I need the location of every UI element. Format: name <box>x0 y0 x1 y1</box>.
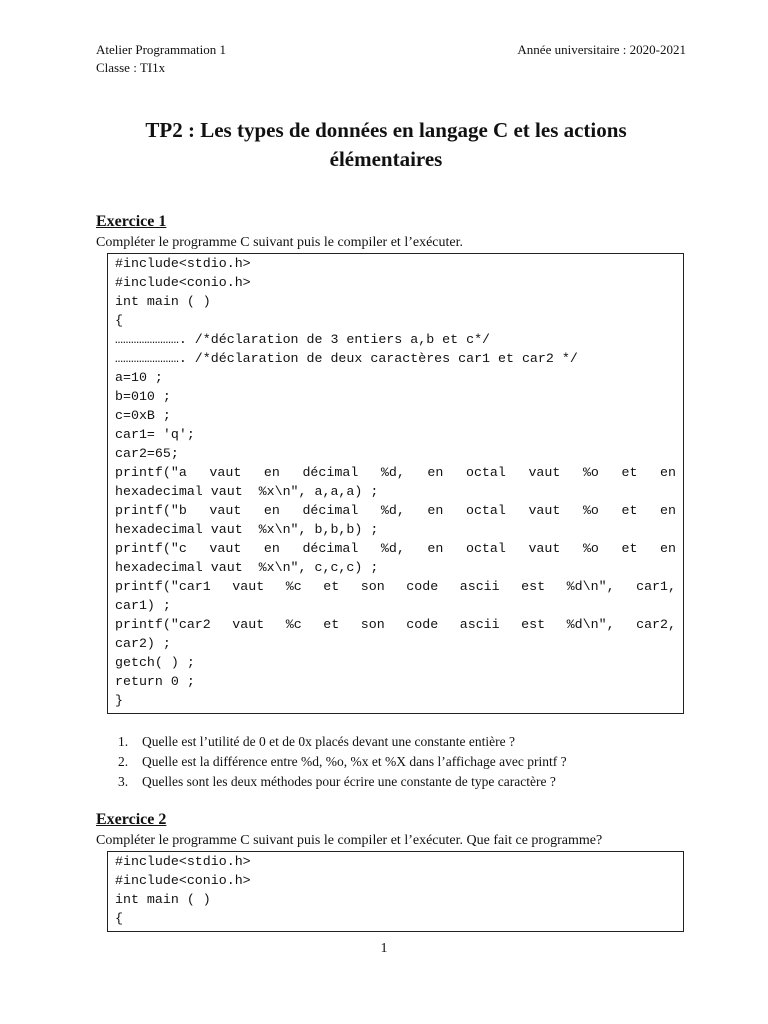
exercise1-questions <box>118 732 567 792</box>
class-label: Classe : TI1x <box>96 60 166 75</box>
code-line: hexadecimal vaut %x\n", a,a,a) ; <box>115 484 379 499</box>
exercise1-instruction: Compléter le programme C suivant puis le compiler et l’exécuter. <box>96 235 464 250</box>
code-line: printf("a vaut en décimal %d, en octal vaut %o et en <box>115 465 676 480</box>
code-line: #include<conio.h> <box>115 873 251 888</box>
question-text: Quelles sont les deux méthodes pour écrire une constante de type caractère ? <box>142 774 556 789</box>
code-line: printf("car1 vaut %c et son code ascii est %d\n", car1, <box>115 579 676 594</box>
course-name: Atelier Programmation 1 <box>96 42 226 57</box>
code-line: a=10 ; <box>115 370 163 385</box>
code-line: c=0xB ; <box>115 408 171 423</box>
code-line: return 0 ; <box>115 674 195 689</box>
question-number: 3. <box>118 774 129 789</box>
code-line: printf("b vaut en décimal %d, en octal vaut %o et en <box>115 503 676 518</box>
academic-year: Année universitaire : 2020-2021 <box>517 42 686 57</box>
code-line: car2=65; <box>115 446 179 461</box>
title-line-2: élémentaires <box>329 147 443 171</box>
code-line: ……………………. /*déclaration de 3 entiers a,b et c*/ <box>115 332 491 347</box>
page-number: 1 <box>380 941 388 956</box>
exercise1-heading: Exercice 1 <box>96 213 167 230</box>
code-line: int main ( ) <box>115 892 211 907</box>
exercise2-code-block <box>107 851 684 932</box>
code-line: { <box>115 313 123 328</box>
question-number: 2. <box>118 754 129 769</box>
code-line: #include<stdio.h> <box>115 256 251 271</box>
question-item <box>118 772 567 792</box>
question-item <box>118 752 567 772</box>
code-line: car1= 'q'; <box>115 427 195 442</box>
question-number: 1. <box>118 734 129 749</box>
code-line: printf("c vaut en décimal %d, en octal vaut %o et en <box>115 541 676 556</box>
exercise2-heading: Exercice 2 <box>96 811 167 828</box>
exercise2-instruction: Compléter le programme C suivant puis le compiler et l’exécuter. Que fait ce programme? <box>96 833 603 848</box>
question-text: Quelle est l’utilité de 0 et de 0x placés devant une constante entière ? <box>142 734 515 749</box>
title-line-1: TP2 : Les types de données en langage C et les actions <box>145 118 627 142</box>
code-line: { <box>115 911 123 926</box>
code-line: b=010 ; <box>115 389 171 404</box>
code-line: car2) ; <box>115 636 171 651</box>
code-line: } <box>115 693 123 708</box>
code-line: #include<conio.h> <box>115 275 251 290</box>
code-line: hexadecimal vaut %x\n", c,c,c) ; <box>115 560 379 575</box>
exercise1-code-block <box>107 253 684 714</box>
code-line: #include<stdio.h> <box>115 854 251 869</box>
code-line: int main ( ) <box>115 294 211 309</box>
code-line: car1) ; <box>115 598 171 613</box>
code-line: ……………………. /*déclaration de deux caractères car1 et car2 */ <box>115 351 578 366</box>
question-item <box>118 732 567 752</box>
question-text: Quelle est la différence entre %d, %o, %x et %X dans l’affichage avec printf ? <box>142 754 567 769</box>
code-line: hexadecimal vaut %x\n", b,b,b) ; <box>115 522 379 537</box>
code-line: printf("car2 vaut %c et son code ascii est %d\n", car2, <box>115 617 676 632</box>
code-line: getch( ) ; <box>115 655 195 670</box>
document-title <box>96 116 676 174</box>
header-left <box>96 41 226 77</box>
